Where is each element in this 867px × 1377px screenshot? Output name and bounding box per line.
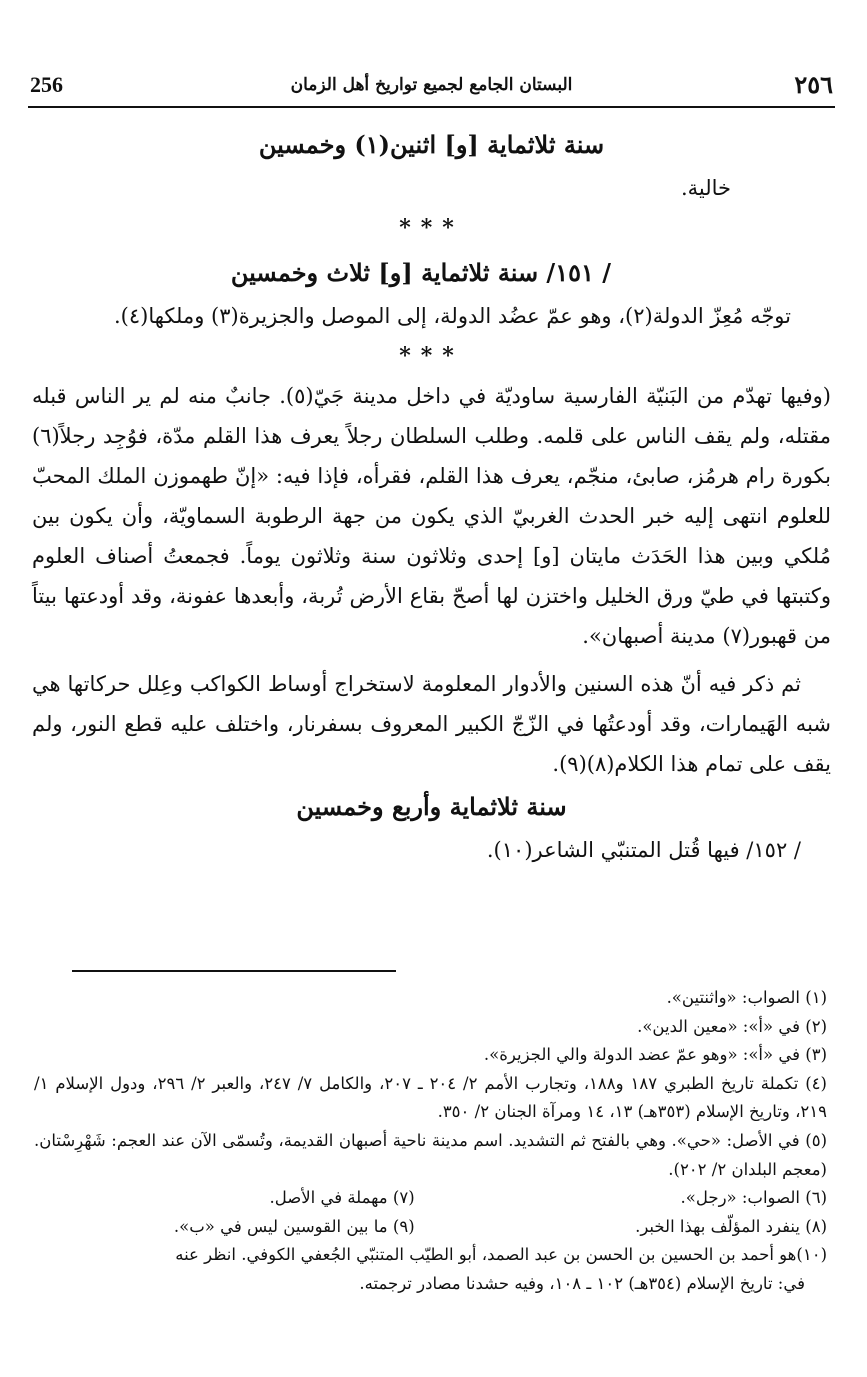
footnote-rule — [72, 970, 396, 972]
footnote-9: (٩) ما بين القوسين ليس في «ب». — [173, 1216, 415, 1236]
footnotes — [34, 984, 827, 1299]
section-divider: *** — [399, 343, 464, 369]
year-354-heading: سنة ثلاثماية وأربع وخمسين — [296, 792, 567, 821]
page-number-arabic: ٢٥٦ — [794, 70, 833, 99]
footnote-10-continued: في: تاريخ الإسلام (٣٥٤هـ) ١٠٢ ـ ١٠٨، وفيه حشدنا مصادر ترجمته. — [359, 1273, 805, 1293]
footnote-row — [34, 1213, 827, 1242]
year-353-text: توجّه مُعِزّ الدولة(٢)، وهو عمّ عضُد الدولة، إلى الموصل والجزيرة(٣) وملكها(٤). — [114, 304, 791, 328]
footnote-6: (٦) الصواب: «رجل». — [680, 1188, 827, 1208]
year-353-heading: / ١٥١/ سنة ثلاثماية [و] ثلاث وخمسين — [230, 258, 611, 287]
page-number-latin: 256 — [30, 72, 63, 97]
footnote-7: (٧) مهملة في الأصل. — [269, 1188, 415, 1208]
year-352-text: خالية. — [680, 176, 731, 200]
main-text — [32, 120, 831, 870]
paragraph-ruins-of-jay: (وفيها تهدّم من البَنيّة الفارسية ساوديّة في داخل مدينة جَيّ(٥). جانبٌ منه لم ير الناس قبله مقتله، ولم يقف الناس على قلمه. وطلب السلطان رجلاً يعرف هذا القلم مدّة، فوُجِد رجلاً(٦) بكورة رام هرمُز، صابئ، منجّم، يعرف هذا القلم، فقرأه، فإذا فيه: «إنّ طهموزن الملك المحبّ للعلوم انتهى إليه خبر الحدث الغربيّ الذي يكون من جهة الرطوبة السماويّة، وأن يكون بين مُلكي وبين هذا الحَدَث مايتان [و] إحدى وثلاثون سنة وثلاثون يوماً. فجمعتُ أصناف العلوم وكتبتها في طيّ ورق الخليل واختزن لها أصحّ بقاع الأرض تُربة، وأبعدها عفونة، وقد أودعتها بيتاً من قهبور(٧) مدينة أصبهان». — [32, 384, 831, 648]
running-header — [30, 70, 833, 106]
footnote-3: (٣) في «أ»: «وهو عمّ عضد الدولة والي الجزيرة». — [483, 1045, 827, 1065]
footnote-1: (١) الصواب: «واثنتين». — [666, 988, 827, 1007]
year-352-heading: سنة ثلاثماية [و] اثنين(١) وخمسين — [258, 130, 605, 159]
footnote-8: (٨) ينفرد المؤلّف بهذا الخبر. — [635, 1216, 827, 1236]
footnote-row — [34, 1184, 827, 1213]
footnote-2: (٢) في «أ»: «معين الدين». — [637, 1016, 827, 1036]
year-354-text: / ١٥٢/ فيها قُتل المتنبّي الشاعر(١٠). — [486, 838, 801, 862]
footnote-10: (١٠)هو أحمد بن الحسين بن الحسن بن عبد الصمد، أبو الطيّب المتنبّي الجُعفي الكوفي. انظر عنه — [175, 1245, 827, 1265]
paragraph-astronomy: ثم ذكر فيه أنّ هذه السنين والأدوار المعلومة لاستخراج أوساط الكواكب وعِلل حركاتها هي شبه الهَيمارات، وقد أودعتُها في الزّجّ الكبير المعروف بسفرنار، واختلف عليه قطع النور، ولم يقف على تمام هذا الكلام(٨)(٩). — [32, 672, 831, 776]
footnote-4: (٤) تكملة تاريخ الطبري ١٨٧ و١٨٨، وتجارب الأمم ٢/ ٢٠٤ ـ ٢٠٧، والكامل ٧/ ٢٤٧، والعبر ٢/ ٢٩٦، ودول الإسلام ١/ ٢١٩، وتاريخ الإسلام (٣٥٣هـ) ١٣، ١٤ ومرآة الجنان ٢/ ٣٥٠. — [34, 1073, 827, 1122]
section-divider: *** — [399, 215, 464, 241]
header-rule — [28, 106, 835, 108]
footnote-5: (٥) في الأصل: «حي». وهي بالفتح ثم التشديد. اسم مدينة ناحية أصبهان القديمة، وتُسمّى الآن عند العجم: شَهْرِسْتان. (معجم البلدان ٢/ ٢٠٢). — [34, 1130, 827, 1179]
book-title: البستان الجامع لجميع تواريخ أهل الزمان — [290, 75, 573, 95]
